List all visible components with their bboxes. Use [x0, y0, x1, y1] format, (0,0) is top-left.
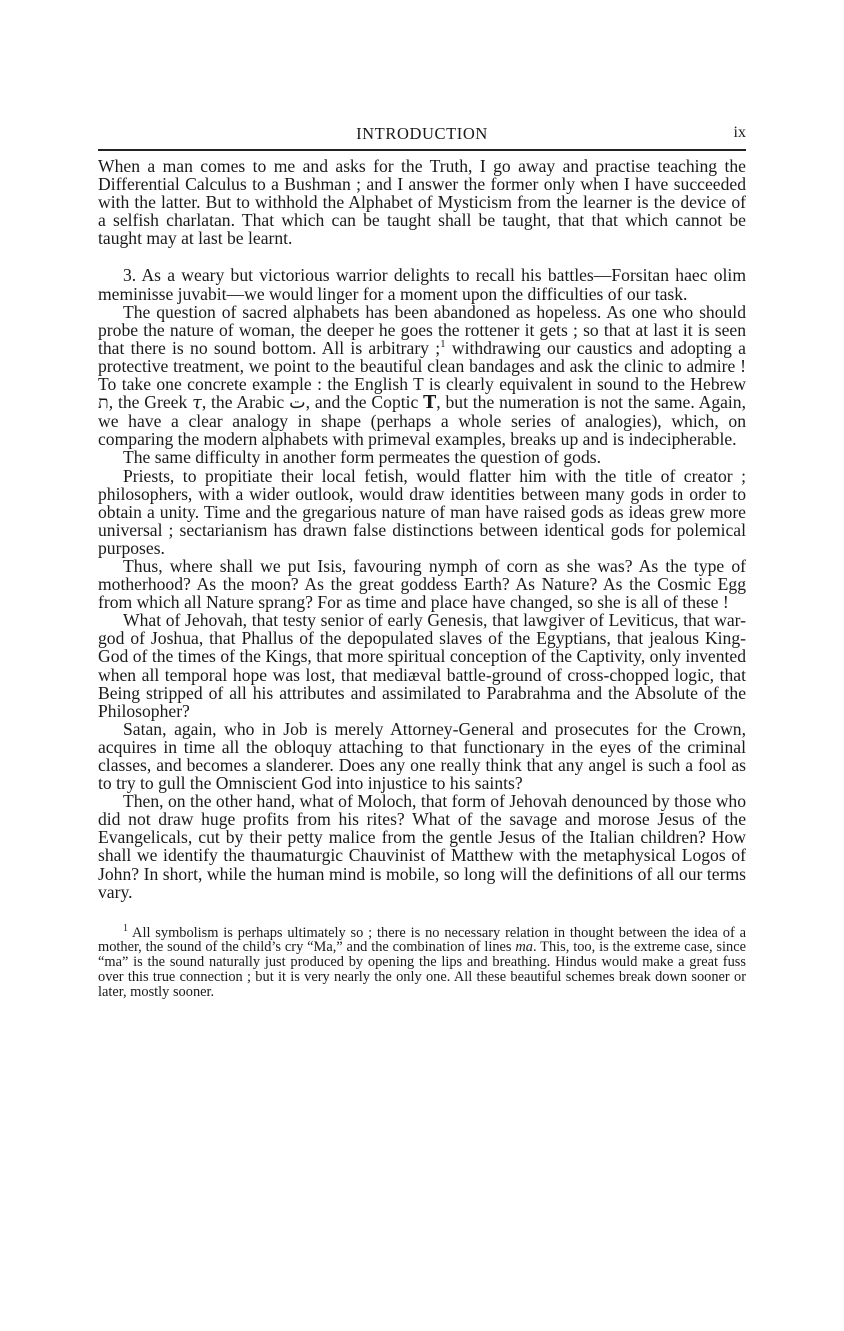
- text-span: , and the Coptic: [305, 392, 424, 413]
- paragraph-continuation: When a man comes to me and asks for the Truth, I go away and practise teaching the Differential Calculus to a Bushman ; and I answer the former only when I have succeeded with the latter. But to withhold the Alphabet of Mysticism from the learner is the device of a selfish charlatan. That which can be taught shall be taught, that that which cannot be taught may at last be learnt.: [98, 156, 746, 249]
- text-span: , the Greek: [108, 392, 193, 413]
- paragraph-sacred-alphabets: [98, 303, 746, 449]
- paragraph-section-3: 3. As a weary but victorious warrior delights to recall his battles—Forsitan haec olim meminisse juvabit—we would linger for a moment upon the difficulties of our task.: [98, 265, 746, 304]
- footnote-marker: 1: [123, 922, 128, 934]
- text-span: , the Arabic: [201, 392, 290, 413]
- footnotes: [98, 922, 746, 1000]
- footnote-reference[interactable]: 1: [440, 337, 446, 350]
- header-rule: [98, 149, 746, 151]
- paragraph-priests: Priests, to propitiate their local fetish, would flatter him with the title of creator ; philosophers, with a wider outlook, would draw identities between many gods in order to obtain a unity. Time and the gregarious nature of man have raised gods as ideas grew more universal ; sectarianism has drawn false distinctions between identical gods for polemical purposes.: [98, 465, 746, 558]
- coptic-tau-glyph: Τ: [423, 392, 437, 414]
- hebrew-tav-glyph: ת: [98, 393, 109, 414]
- paragraph-satan: Satan, again, who in Job is merely Attorney-General and prosecutes for the Crown, acquires in time all the obloquy attaching to that functionary in the eyes of the criminal classes, and becomes a slanderer. Does any one really think that any angel is such a fool as to try to gull the Omniscient God into injustice to his saints?: [98, 718, 746, 794]
- text-span: All symbolism is perhaps ultimately so ; there is no necessary relation in thought between the idea of a mother, the sound of the child’s cry “Ma,” and the combination of lines: [98, 924, 746, 956]
- paragraph-moloch: Then, on the other hand, what of Moloch, that form of Jehovah denounced by those who did not draw huge profits from his rites? What of the savage and morose Jesus of the Evangelicals, cut by their petty malice from the gentle Jesus of the Italian children? How shall we identify the thaumaturgic Chauvinist of Matthew with the metaphysical Logos of John? In short, while the human mind is mobile, so long will the definitions of all our terms vary.: [98, 791, 746, 902]
- running-title: INTRODUCTION: [356, 124, 488, 143]
- paragraph-isis: Thus, where shall we put Isis, favouring nymph of corn as she was? As the type of motherhood? As the moon? As the great goddess Earth? As Nature? As the Cosmic Egg from which all Nature sprang? For as time and place have changed, so she is all of these !: [98, 555, 746, 613]
- book-page: [98, 120, 746, 999]
- running-header: [98, 120, 746, 146]
- arabic-ta-glyph: ت: [289, 393, 306, 414]
- paragraph-jehovah: What of Jehovah, that testy senior of early Genesis, that lawgiver of Leviticus, that war-god of Joshua, that Phallus of the depopulated slaves of the Egyptians, that jealous King-God of the times of the Kings, that more spiritual conception of the Captivity, only invented when all temporal hope was lost, that mediæval battle-ground of cross-chopped logic, that Being stripped of all his attributes and assimilated to Parabrahma and the Absolute of the Philosopher?: [98, 610, 746, 721]
- text-span: , but the numeration is not the same. Again, we have a clear analogy in shape (perhaps a whole series of analogies), which, on comparing the modern alphabets with primeval examples, breaks up and is indecipherable.: [98, 392, 747, 450]
- italic-ma: ma: [515, 939, 533, 956]
- paragraph-gods: The same difficulty in another form permeates the question of gods.: [123, 447, 601, 468]
- greek-tau-glyph: τ: [192, 393, 202, 414]
- footnote-1: [98, 922, 746, 1000]
- body-text: [98, 157, 746, 901]
- text-span: The question of sacred alphabets has been abandoned as hopeless. As one who should probe the nature of woman, the deeper he goes the rottener it gets ; so that at last it is seen that there is no sound bottom. All is arbitrary ;: [98, 301, 746, 358]
- text-span: . This, too, is the extreme case, since “ma” is the sound naturally just produced by opening the lips and breathing. Hindus would make a great fuss over this true connection ; but it is very nearly the only one. All these beautiful schemes break down sooner or later, mostly sooner.: [98, 939, 746, 1000]
- text-span: withdrawing our caustics and adopting a protective treatment, we point to the beautiful clean bandages and ask the clinic to admire ! To take one concrete example : the English T is clearly equivalent in sound to the Hebrew: [98, 337, 746, 395]
- page-number: ix: [733, 124, 746, 141]
